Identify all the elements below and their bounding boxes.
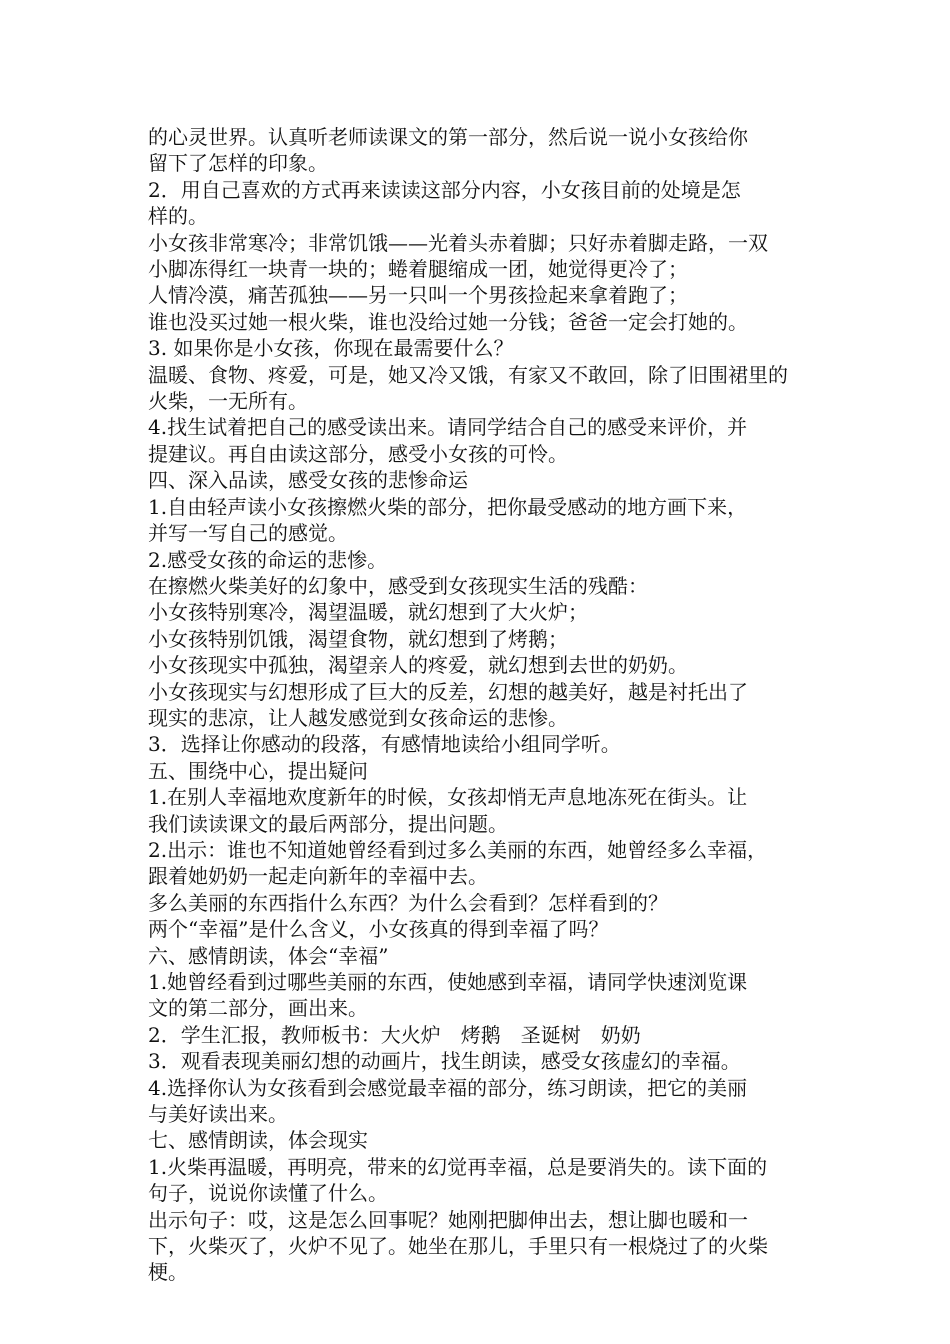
text-line: 的心灵世界。认真听老师读课文的第一部分，然后说一说小女孩给你 — [148, 125, 748, 149]
text-line: 1.在别人幸福地欢度新年的时候，女孩却悄无声息地冻死在街头。让 — [148, 785, 748, 810]
text-line: 2．学生汇报，教师板书：大火炉 烤鹅 圣诞树 奶奶 — [148, 1022, 641, 1047]
text-line: 小女孩现实与幻想形成了巨大的反差，幻想的越美好，越是衬托出了 — [148, 679, 748, 704]
text-line: 温暖、食物、疼爱，可是，她又冷又饿，有家又不敢回，除了旧围裙里的 — [148, 362, 788, 387]
text-line: 小女孩现实中孤独，渴望亲人的疼爱，就幻想到去世的奶奶。 — [148, 653, 688, 678]
text-line: 提建议。再自由读这部分，感受小女孩的可怜。 — [148, 441, 568, 466]
section-heading: 七、感情朗读，体会现实 — [148, 1128, 368, 1153]
text-line: 1.火柴再温暖，再明亮，带来的幻觉再幸福，总是要消失的。读下面的 — [148, 1154, 768, 1179]
text-line: 现实的悲凉，让人越发感觉到女孩命运的悲惨。 — [148, 705, 568, 730]
text-line: 梗。 — [148, 1260, 188, 1285]
text-line: 留下了怎样的印象。 — [148, 151, 328, 176]
text-line: 2．用自己喜欢的方式再来读读这部分内容，小女孩目前的处境是怎 — [148, 177, 741, 202]
text-line: 小女孩特别寒冷，渴望温暖，就幻想到了大火炉； — [148, 600, 588, 625]
text-line: 4.选择你认为女孩看到会感觉最幸福的部分，练习朗读，把它的美丽 — [148, 1075, 748, 1100]
text-line: 4.找生试着把自己的感受读出来。请同学结合自己的感受来评价，并 — [148, 415, 748, 440]
text-line: 跟着她奶奶一起走向新年的幸福中去。 — [148, 864, 488, 889]
section-heading: 四、深入品读，感受女孩的悲惨命运 — [148, 468, 468, 493]
text-line: 3．选择让你感动的段落，有感情地读给小组同学听。 — [148, 732, 621, 757]
text-line: 火柴，一无所有。 — [148, 389, 308, 414]
text-line: 1.自由轻声读小女孩擦燃火柴的部分，把你最受感动的地方画下来， — [148, 494, 748, 519]
text-line: 人情冷漠，痛苦孤独——另一只叫一个男孩捡起来拿着跑了； — [148, 283, 688, 308]
text-line: 与美好读出来。 — [148, 1102, 288, 1127]
text-line: 两个“幸福”是什么含义，小女孩真的得到幸福了吗？ — [148, 917, 609, 942]
text-line: 小脚冻得红一块青一块的；蜷着腿缩成一团，她觉得更冷了； — [148, 257, 688, 282]
text-line: 下，火柴灭了，火炉不见了。她坐在那儿，手里只有一根烧过了的火柴 — [148, 1234, 768, 1259]
document-body — [148, 124, 820, 1286]
text-line: 3．观看表现美丽幻想的动画片，找生朗读，感受女孩虚幻的幸福。 — [148, 1049, 741, 1074]
text-line: 出示句子：哎，这是怎么回事呢？她刚把脚伸出去，想让脚也暖和一 — [148, 1207, 748, 1232]
text-line: 样的。 — [148, 204, 208, 229]
section-heading: 六、感情朗读，体会“幸福” — [148, 943, 389, 968]
text-line: 2.感受女孩的命运的悲惨。 — [148, 547, 388, 572]
section-heading: 五、围绕中心，提出疑问 — [148, 758, 368, 783]
text-line: 文的第二部分，画出来。 — [148, 996, 368, 1021]
text-line: 并写一写自己的感觉。 — [148, 521, 348, 546]
text-line: 在擦燃火柴美好的幻象中，感受到女孩现实生活的残酷： — [148, 573, 648, 598]
text-line: 2.出示：谁也不知道她曾经看到过多么美丽的东西，她曾经多么幸福， — [148, 837, 768, 862]
text-line: 谁也没买过她一根火柴，谁也没给过她一分钱；爸爸一定会打她的。 — [148, 309, 748, 334]
text-line: 我们读读课文的最后两部分，提出问题。 — [148, 811, 508, 836]
text-line: 多么美丽的东西指什么东西？为什么会看到？怎样看到的？ — [148, 890, 668, 915]
text-line: 句子，说说你读懂了什么。 — [148, 1181, 388, 1206]
text-line: 1.她曾经看到过哪些美丽的东西，使她感到幸福，请同学快速浏览课 — [148, 970, 748, 994]
text-line: 小女孩非常寒冷；非常饥饿——光着头赤着脚；只好赤着脚走路，一双 — [148, 230, 768, 255]
text-line: 小女孩特别饥饿，渴望食物，就幻想到了烤鹅； — [148, 626, 568, 651]
text-line: 3. 如果你是小女孩，你现在最需要什么？ — [148, 336, 514, 361]
